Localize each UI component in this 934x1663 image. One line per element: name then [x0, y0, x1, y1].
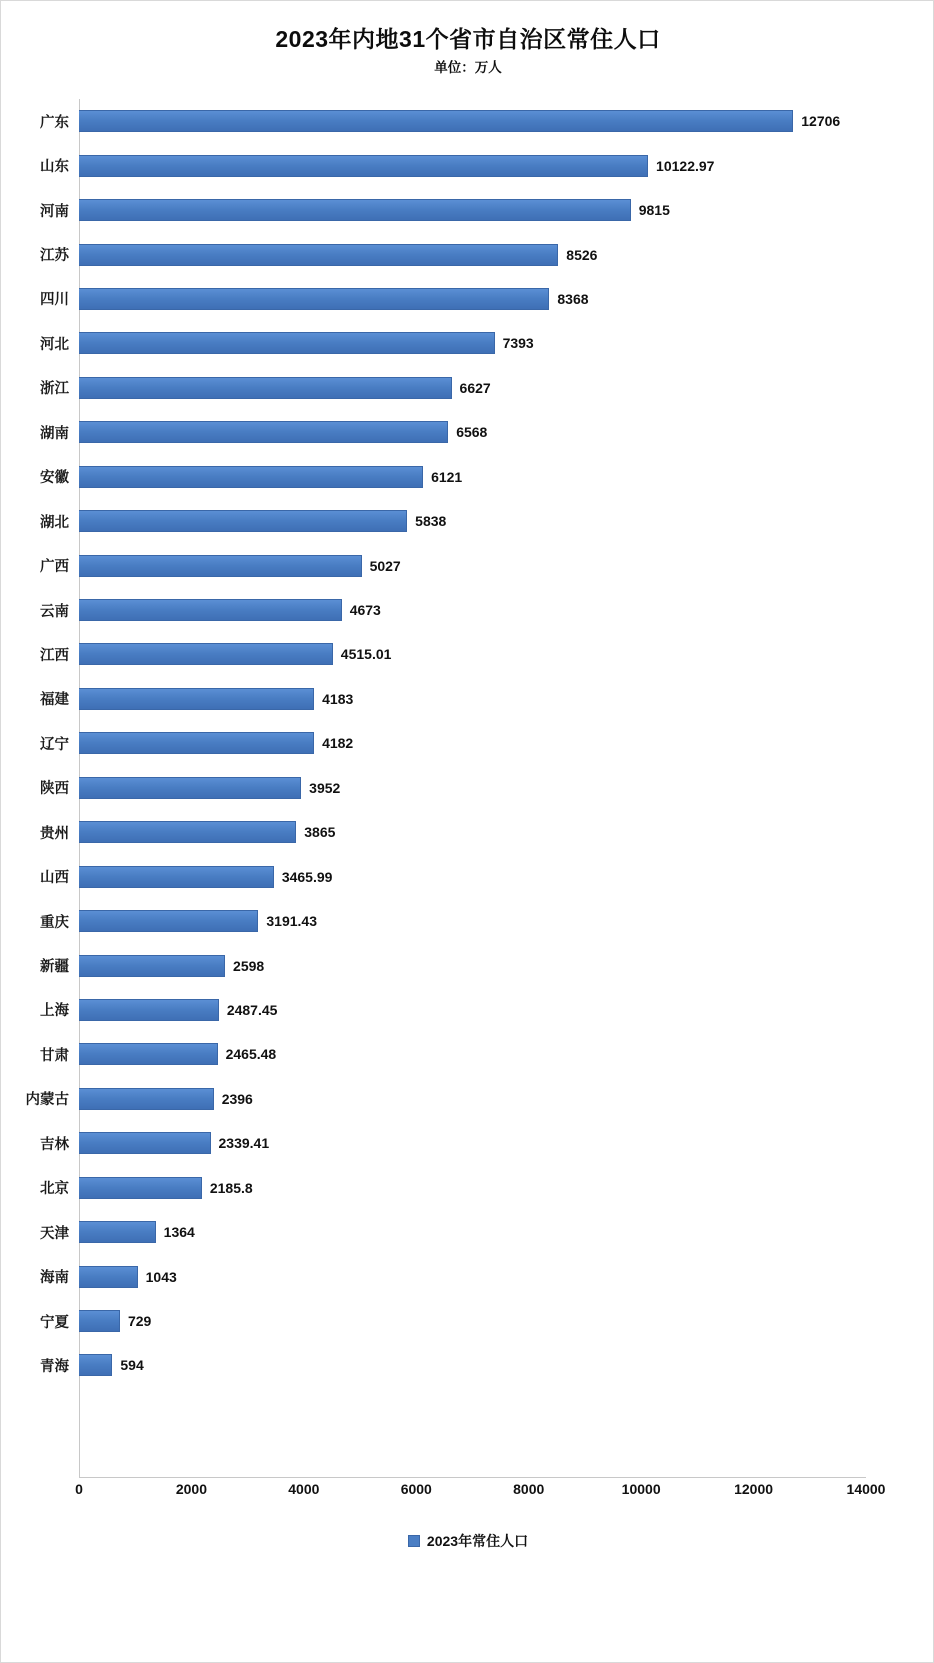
- bar-value-label: 3465.99: [281, 868, 333, 885]
- bar-row: [40, 543, 866, 587]
- bar-row: [40, 455, 866, 499]
- x-tick-label: 8000: [513, 1481, 545, 1497]
- bar: [79, 110, 793, 132]
- category-label: 贵州: [40, 825, 69, 842]
- category-label: 云南: [40, 603, 69, 620]
- bar-row: [40, 277, 866, 321]
- bar-value-label: 2396: [221, 1090, 253, 1107]
- bar-row: [40, 721, 866, 765]
- bar: [79, 1177, 202, 1199]
- bar: [79, 1310, 120, 1332]
- bar-row: [40, 899, 866, 943]
- bar-value-label: 10122.97: [656, 157, 715, 174]
- bar-row: [40, 1254, 866, 1298]
- category-label: 辽宁: [40, 736, 69, 753]
- bar-row: [40, 988, 866, 1032]
- bar-value-label: 594: [120, 1357, 144, 1374]
- bar: [79, 910, 258, 932]
- bar-value-label: 729: [127, 1313, 152, 1330]
- bar: [79, 377, 452, 399]
- bar: [79, 732, 314, 754]
- bar: [79, 1221, 156, 1243]
- category-label: 河南: [40, 203, 69, 220]
- x-tick-label: 12000: [734, 1481, 774, 1497]
- x-tick-label: 10000: [621, 1481, 661, 1497]
- bar-value-label: 5027: [369, 557, 401, 574]
- bar: [79, 599, 342, 621]
- category-label: 山东: [40, 159, 69, 176]
- bar-value-label: 4673: [349, 602, 381, 619]
- category-label: 天津: [40, 1225, 69, 1242]
- bar-row: [40, 1343, 866, 1387]
- category-label: 海南: [40, 1270, 69, 1287]
- bar-row: [40, 1166, 866, 1210]
- bar-value-label: 2598: [233, 957, 265, 974]
- category-label: 青海: [40, 1358, 69, 1375]
- bar-value-label: 8368: [557, 290, 589, 307]
- bar-value-label: 6568: [456, 424, 488, 441]
- bar-value-label: 3865: [304, 824, 336, 841]
- bar-row: [40, 99, 866, 143]
- bar-row: [40, 632, 866, 676]
- bar-row: [25, 1077, 866, 1121]
- bar-value-label: 2185.8: [209, 1179, 253, 1196]
- bar-row: [40, 943, 866, 987]
- category-label: 安徽: [40, 470, 69, 487]
- bar: [79, 199, 631, 221]
- bar: [79, 466, 423, 488]
- category-label: 山西: [40, 870, 69, 887]
- x-tick-label: 14000: [846, 1481, 886, 1497]
- bar: [79, 643, 333, 665]
- bar-row: [40, 143, 866, 187]
- bar-row: [40, 1121, 866, 1165]
- category-label: 四川: [40, 292, 69, 309]
- bar-value-label: 2487.45: [226, 1001, 278, 1018]
- bar-value-label: 7393: [502, 335, 534, 352]
- bar: [79, 510, 407, 532]
- category-label: 广东: [40, 114, 69, 131]
- bar-row: [40, 854, 866, 898]
- bar-row: [40, 366, 866, 410]
- bar-row: [40, 1210, 866, 1254]
- category-label: 重庆: [40, 914, 69, 931]
- legend-label: 2023年常住人口: [426, 1533, 529, 1549]
- bar-value-label: 2465.48: [225, 1046, 277, 1063]
- bar: [79, 244, 558, 266]
- bar: [79, 955, 225, 977]
- bar: [79, 866, 274, 888]
- bar-value-label: 2339.41: [218, 1135, 270, 1152]
- bar-row: [40, 1299, 866, 1343]
- category-label: 甘肃: [40, 1047, 69, 1064]
- x-tick-label: 4000: [288, 1481, 320, 1497]
- category-label: 福建: [40, 692, 69, 709]
- bar-row: [40, 499, 866, 543]
- x-tick-label: 0: [75, 1481, 83, 1497]
- x-axis-ticks: [75, 1481, 886, 1503]
- category-label: 广西: [40, 559, 69, 576]
- bar: [79, 332, 495, 354]
- bar-value-label: 1364: [163, 1224, 195, 1241]
- bar-row: [40, 321, 866, 365]
- legend-swatch: [408, 1535, 420, 1547]
- x-tick-label: 2000: [175, 1481, 207, 1497]
- bar: [79, 1088, 214, 1110]
- bar-row: [40, 810, 866, 854]
- category-label: 宁夏: [40, 1314, 69, 1331]
- bar: [79, 1354, 112, 1376]
- category-label: 湖南: [40, 425, 69, 442]
- bar-value-label: 3191.43: [266, 913, 317, 930]
- bar-value-label: 4182: [322, 735, 354, 752]
- chart-legend: [1, 1531, 934, 1551]
- bar-value-label: 9815: [638, 202, 670, 219]
- category-label: 内蒙古: [25, 1092, 69, 1109]
- bar-row: [40, 1032, 866, 1076]
- category-label: 河北: [40, 336, 69, 353]
- chart-subtitle: 单位：万人: [434, 60, 502, 75]
- bar-value-label: 12706: [801, 113, 841, 130]
- bar-value-label: 3952: [309, 779, 341, 796]
- bar-row: [40, 232, 866, 276]
- category-label: 江苏: [40, 248, 69, 265]
- bar-value-label: 8526: [566, 246, 598, 263]
- bar: [79, 777, 301, 799]
- bar-value-label: 6121: [431, 468, 463, 485]
- bar: [79, 1266, 138, 1288]
- category-label: 北京: [40, 1181, 69, 1198]
- plot-area: [25, 99, 866, 1477]
- bar: [79, 421, 448, 443]
- bar-value-label: 5838: [415, 513, 447, 530]
- bar: [79, 821, 296, 843]
- bar: [79, 688, 314, 710]
- bar-row: [40, 677, 866, 721]
- bar: [79, 155, 648, 177]
- bar-value-label: 1043: [145, 1268, 177, 1285]
- category-label: 浙江: [40, 381, 69, 398]
- x-tick-label: 6000: [400, 1481, 432, 1497]
- bar-row: [40, 588, 866, 632]
- bar: [79, 999, 219, 1021]
- chart-title: 2023年内地31个省市自治区常住人口: [275, 26, 661, 52]
- bar: [79, 555, 362, 577]
- category-label: 吉林: [40, 1136, 69, 1153]
- bar-row: [40, 410, 866, 454]
- bar-value-label: 4183: [322, 690, 354, 707]
- bar-value-label: 4515.01: [340, 646, 392, 663]
- bar-value-label: 6627: [459, 379, 491, 396]
- bar-row: [40, 188, 866, 232]
- category-label: 湖北: [40, 514, 69, 531]
- bar-row: [40, 766, 866, 810]
- bar: [79, 1132, 211, 1154]
- category-label: 江西: [40, 647, 69, 664]
- category-label: 陕西: [40, 781, 69, 798]
- bar: [79, 288, 549, 310]
- x-axis-line: [79, 1477, 866, 1478]
- category-label: 新疆: [40, 959, 69, 976]
- bar: [79, 1043, 218, 1065]
- bar-rows: [25, 99, 866, 1477]
- category-label: 上海: [40, 1003, 69, 1020]
